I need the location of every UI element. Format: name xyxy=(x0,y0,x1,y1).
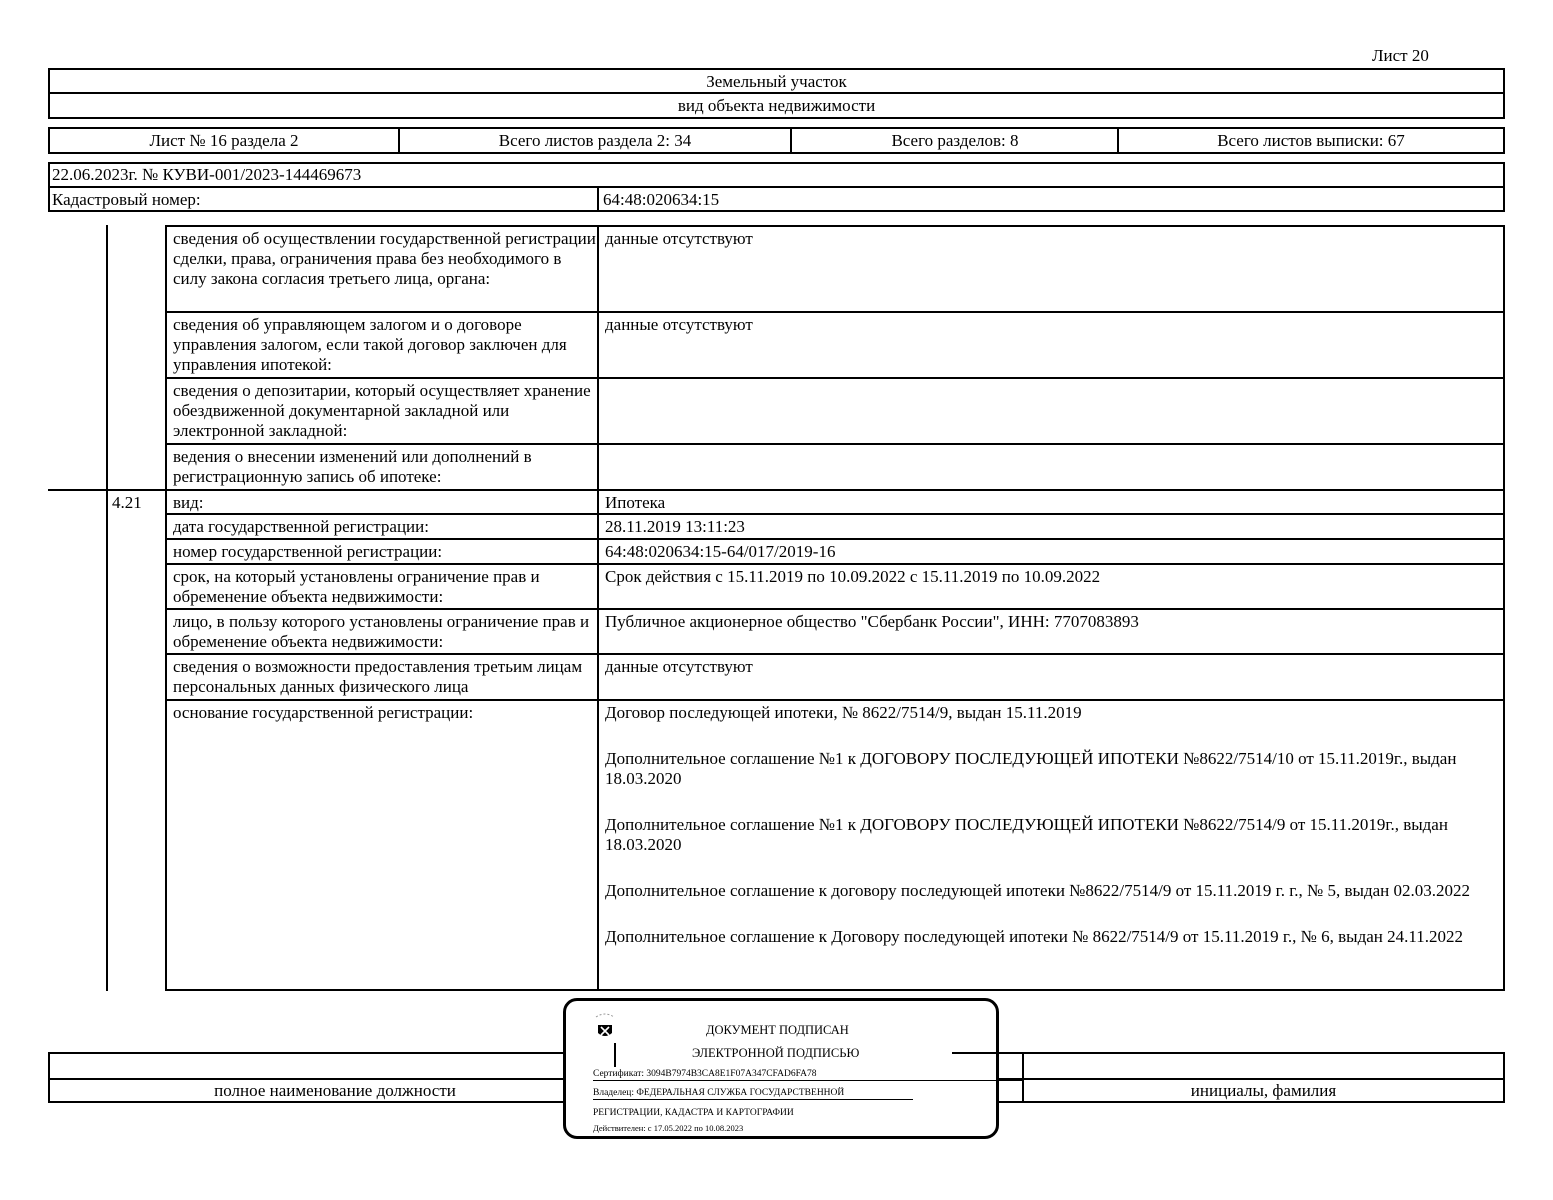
stamp-validity: Действителен: с 17.05.2022 по 10.08.2023 xyxy=(593,1123,744,1133)
row-label: сведения об управляющем залогом и о договоре управления залогом, если такой договор заключен для управления ипотекой: xyxy=(173,315,567,374)
counters-row xyxy=(48,127,1505,154)
entry-value: 28.11.2019 13:11:23 xyxy=(605,517,745,536)
basis-document: Договор последующей ипотеки, № 8622/7514/9, выдан 15.11.2019 xyxy=(605,703,1082,722)
cadastral-value: 64:48:020634:15 xyxy=(603,190,720,209)
divider xyxy=(593,1080,1023,1081)
entry-value: 64:48:020634:15-64/017/2019-16 xyxy=(605,542,836,561)
e-signature-stamp xyxy=(563,998,999,1139)
stamp-certificate: Сертификат: 3094B7974B3CA8E1F07A347CFAD6FA78 xyxy=(593,1069,817,1079)
row-value xyxy=(601,379,1505,381)
sheet-number: Лист № 16 раздела 2 xyxy=(149,131,299,150)
object-title: Земельный участок xyxy=(706,72,847,91)
entry-label: дата государственной регистрации: xyxy=(173,517,429,536)
basis-values xyxy=(601,701,1505,947)
row-label: ведения о внесении изменений или дополнений в регистрационную запись об ипотеке: xyxy=(173,447,532,486)
section-sheets-total: Всего листов раздела 2: 34 xyxy=(498,131,692,150)
name-caption: инициалы, фамилия xyxy=(1190,1081,1337,1100)
entry-label: срок, на который установлены ограничение прав и обременение объекта недвижимости: xyxy=(173,567,540,606)
entry-number: 4.21 xyxy=(112,493,142,512)
encumbrance-table xyxy=(48,225,1505,991)
divider xyxy=(593,1099,913,1100)
basis-document: Дополнительное соглашение к Договору последующей ипотеки № 8622/7514/9 от 15.11.2019 г., № 6, выдан 24.11.2022 xyxy=(605,927,1463,946)
basis-document: Дополнительное соглашение №1 к ДОГОВОРУ ПОСЛЕДУЮЩЕЙ ИПОТЕКИ №8622/7514/10 от 15.11.2019г., выдан 18.03.2020 xyxy=(605,749,1457,788)
stamp-owner-1: Владелец: ФЕДЕРАЛЬНАЯ СЛУЖБА ГОСУДАРСТВЕННОЙ xyxy=(593,1088,845,1098)
divider xyxy=(614,1043,616,1067)
stamp-owner-2: РЕГИСТРАЦИИ, КАДАСТРА И КАРТОГРАФИИ xyxy=(593,1108,794,1118)
entry-value: Ипотека xyxy=(605,493,666,512)
sections-total: Всего разделов: 8 xyxy=(891,131,1019,150)
divider xyxy=(165,989,1505,991)
entry-label: лицо, в пользу которого установлены ограничение прав и обременение объекта недвижимости: xyxy=(173,612,590,651)
row-label: сведения о депозитарии, который осуществляет хранение обездвиженной документарной закладной или электронной закладной: xyxy=(173,381,591,440)
row-value xyxy=(601,445,1505,447)
stamp-title-2: ЭЛЕКТРОННОЙ ПОДПИСЬЮ xyxy=(692,1046,860,1060)
divider xyxy=(50,186,1503,188)
entry-value: данные отсутствуют xyxy=(605,657,753,676)
position-caption: полное наименование должности xyxy=(214,1081,456,1100)
row-value: данные отсутствуют xyxy=(605,229,753,248)
row-label: сведения об осуществлении государственной регистрации сделки, права, ограничения права без необходимого в силу закона согласия третьего лица, органа: xyxy=(173,229,596,288)
entry-label: номер государственной регистрации: xyxy=(173,542,443,561)
row-value: данные отсутствуют xyxy=(605,315,753,334)
cadastral-label: Кадастровый номер: xyxy=(52,190,201,209)
extract-sheets-total: Всего листов выписки: 67 xyxy=(1217,131,1405,150)
document-id-box xyxy=(48,162,1505,212)
divider xyxy=(952,1052,999,1054)
date-number: 22.06.2023г. № КУВИ-001/2023-144469673 xyxy=(52,165,362,184)
entry-value: Срок действия с 15.11.2019 по 10.09.2022 с 15.11.2019 по 10.09.2022 xyxy=(605,567,1101,586)
basis-document: Дополнительное соглашение №1 к ДОГОВОРУ ПОСЛЕДУЮЩЕЙ ИПОТЕКИ №8622/7514/9 от 15.11.2019г., выдан 18.03.2020 xyxy=(605,815,1448,854)
divider xyxy=(597,186,599,210)
entry-value: Публичное акционерное общество "Сбербанк России", ИНН: 7707083893 xyxy=(605,612,1139,631)
basis-document: Дополнительное соглашение к договору последующей ипотеки №8622/7514/9 от 15.11.2019 г. г., № 5, выдан 02.03.2022 xyxy=(605,881,1470,900)
object-header xyxy=(48,68,1505,119)
divider xyxy=(106,225,108,991)
stamp-title-1: ДОКУМЕНТ ПОДПИСАН xyxy=(706,1023,849,1037)
header-divider xyxy=(50,92,1503,94)
sheet-label: Лист 20 xyxy=(1372,46,1429,65)
entry-label: сведения о возможности предоставления третьим лицам персональных данных физического лица xyxy=(173,657,583,696)
object-caption: вид объекта недвижимости xyxy=(677,96,876,115)
coat-of-arms-icon xyxy=(592,1011,618,1043)
basis-label: основание государственной регистрации: xyxy=(173,703,474,722)
entry-label: вид: xyxy=(173,493,204,512)
